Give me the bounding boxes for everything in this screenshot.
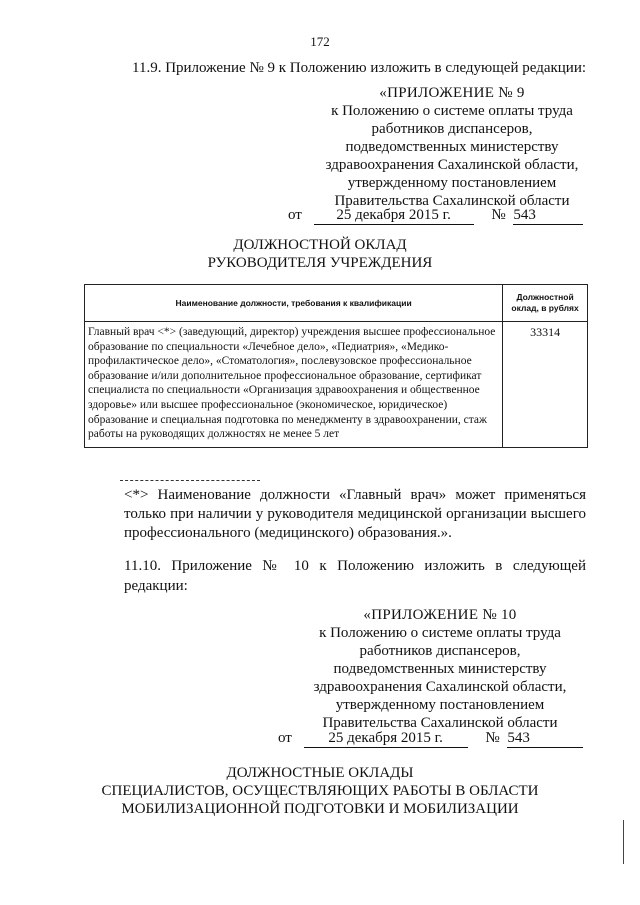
table-header-salary: Должностной оклад, в рублях	[503, 285, 588, 322]
appendix-9-line: Правительства Сахалинской области	[334, 193, 570, 209]
title-line: ДОЛЖНОСТНЫЕ ОКЛАДЫ	[226, 765, 414, 781]
table-cell-salary: 33314	[503, 322, 588, 448]
title-line: МОБИЛИЗАЦИОННОЙ ПОДГОТОВКИ И МОБИЛИЗАЦИИ	[121, 801, 519, 817]
appendix-10-line: здравоохранения Сахалинской области,	[313, 679, 567, 695]
title-line: РУКОВОДИТЕЛЯ УЧРЕЖДЕНИЯ	[207, 255, 433, 271]
appendix-9-line: работников диспансеров,	[371, 121, 533, 137]
appendix-10-line: «ПРИЛОЖЕНИЕ № 10	[363, 607, 517, 623]
title-line: СПЕЦИАЛИСТОВ, ОСУЩЕСТВЛЯЮЩИХ РАБОТЫ В ОБЛАСТИ	[101, 783, 539, 799]
appendix-9-line: к Положению о системе оплаты труда	[331, 103, 573, 119]
appendix-9-date-line	[288, 206, 583, 225]
from-label: от	[288, 207, 302, 223]
appendix-10-line: подведомственных министерству	[333, 661, 547, 677]
appendix-9-line: утвержденному постановлением	[347, 175, 557, 191]
appendix-9-date: 25 декабря 2015 г.	[314, 206, 474, 225]
from-label: от	[278, 730, 292, 746]
paragraph-11-9: 11.9. Приложение № 9 к Положению изложить в следующей редакции:	[132, 60, 587, 76]
footnote	[92, 486, 586, 543]
number-label: №	[485, 730, 500, 746]
page-number: 172	[310, 34, 330, 49]
appendix-9-title	[0, 236, 640, 272]
table-cell-position: Главный врач <*> (заведующий, директор) учреждения высшее профессиональное образование по специальности «Лечебное дело», «Педиатрия», «Медико-профилактическое дело», «Стоматология», послевузовское профессиональное образование и/или дополнительное профессиональное образование, сертификат специалиста по специальности «Организация здравоохранения и общественное здоровье» или высшее профессиональное (экономическое, юридическое) образование и специальная подготовка по менеджменту в здравоохранении, стаж работы на руководящих должностях не менее 5 лет	[85, 322, 503, 448]
appendix-10-title	[0, 764, 640, 818]
appendix-10-line: Правительства Сахалинской области	[322, 715, 558, 731]
appendix-10-header	[300, 606, 580, 732]
appendix-9-line: здравоохранения Сахалинской области,	[325, 157, 579, 173]
appendix-10-number: 543	[507, 729, 583, 748]
paragraph-11-10	[92, 556, 586, 596]
salary-table	[84, 284, 588, 448]
footnote-text: <*> Наименование должности «Главный врач» может применяться только при наличии у руководителя медицинской организации высшего профессионального (медицинского) образования.».	[124, 487, 586, 541]
paragraph-11-10-text: 11.10. Приложение № 10 к Положению изложить в следующей редакции:	[124, 558, 586, 594]
appendix-10-line: к Положению о системе оплаты труда	[319, 625, 561, 641]
appendix-9-line: подведомственных министерству	[345, 139, 559, 155]
table-header-row	[85, 285, 588, 322]
table-row	[85, 322, 588, 448]
appendix-10-line: работников диспансеров,	[359, 643, 521, 659]
title-line: ДОЛЖНОСТНОЙ ОКЛАД	[233, 237, 407, 253]
footnote-separator	[120, 480, 260, 481]
table-header-position: Наименование должности, требования к квалификации	[85, 285, 503, 322]
appendix-9-line: «ПРИЛОЖЕНИЕ № 9	[379, 85, 525, 101]
scan-edge-line	[623, 820, 624, 864]
appendix-9-number: 543	[513, 206, 583, 225]
appendix-9-header	[312, 84, 592, 210]
appendix-10-date: 25 декабря 2015 г.	[304, 729, 468, 748]
appendix-10-date-line	[278, 729, 583, 748]
number-label: №	[491, 207, 506, 223]
appendix-10-line: утвержденному постановлением	[335, 697, 545, 713]
